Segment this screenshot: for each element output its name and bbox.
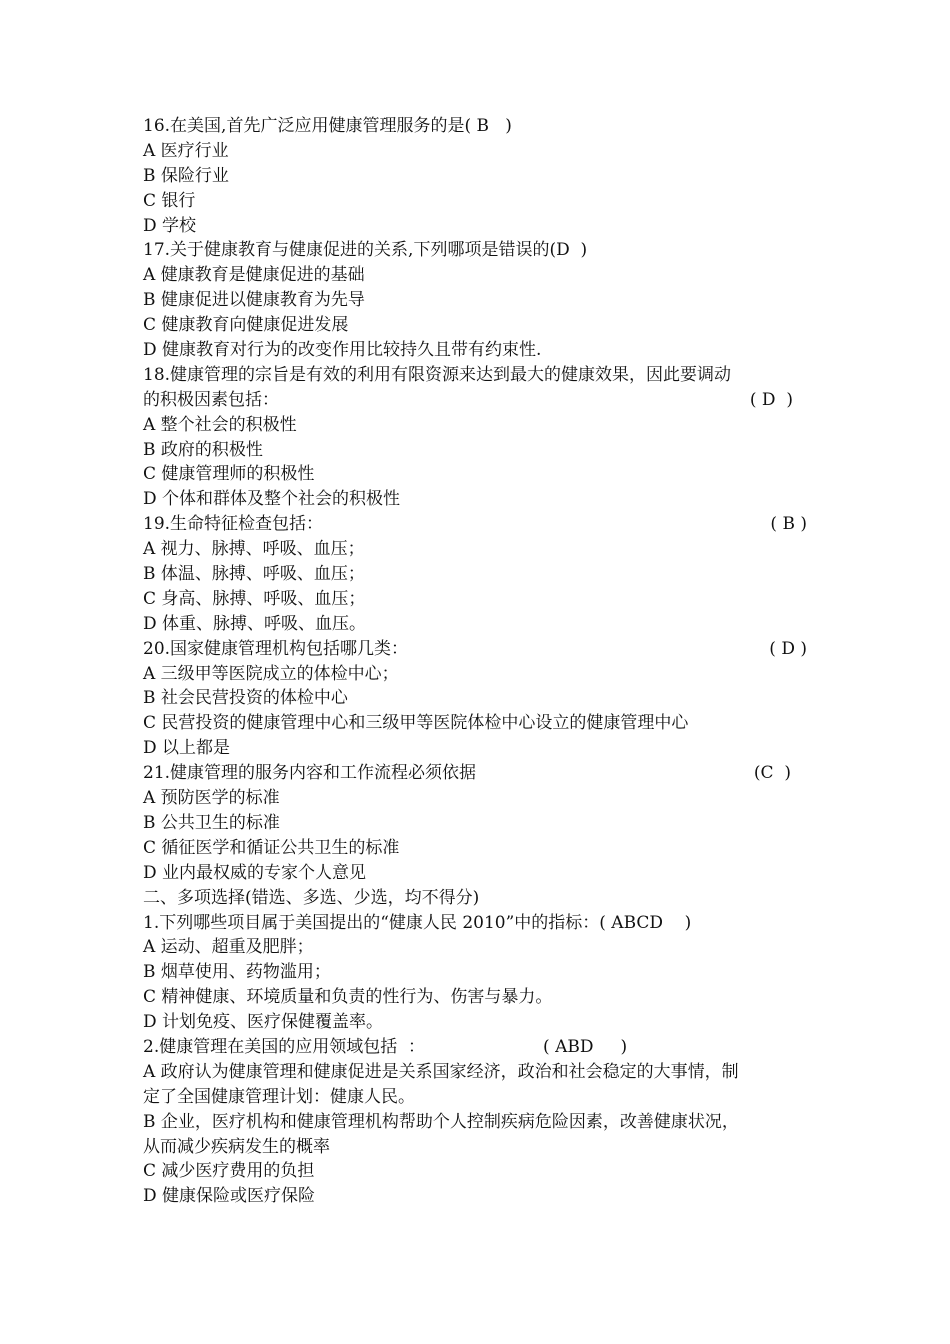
- option: D 业内最权威的专家个人意见: [143, 862, 367, 883]
- multi-question-1-stem: 1.下列哪些项目属于美国提出的“健康人民 2010”中的指标：( ABCD ): [143, 912, 692, 933]
- option: D 健康教育对行为的改变作用比较持久且带有约束性.: [143, 340, 542, 361]
- option: A 视力、脉搏、呼吸、血压；: [143, 539, 365, 560]
- multi-question-2-answer: ( ABD ): [543, 1036, 628, 1057]
- option: C 健康管理师的积极性: [143, 464, 315, 485]
- question-16-stem: 16.在美国,首先广泛应用健康管理服务的是( B ): [143, 116, 512, 136]
- option: D 计划免疫、医疗保健覆盖率。: [143, 1012, 384, 1033]
- question-21-stem: 21.健康管理的服务内容和工作流程必须依据 (C ): [143, 761, 815, 786]
- option: A 健康教育是健康促进的基础: [143, 265, 365, 286]
- option: C 减少医疗费用的负担: [143, 1161, 315, 1182]
- question-19-stem: 19.生命特征检查包括： ( B ): [143, 512, 815, 537]
- option: A 运动、超重及肥胖；: [143, 937, 314, 958]
- option-continued: 定了全国健康管理计划：健康人民。: [143, 1086, 415, 1107]
- option: B 烟草使用、药物滥用；: [143, 962, 331, 983]
- option: C 精神健康、环境质量和负责的性行为、伤害与暴力。: [143, 987, 553, 1008]
- question-18-stem-continued: 的积极因素包括： ( D ): [143, 388, 815, 413]
- option: B 体温、脉搏、呼吸、血压；: [143, 564, 365, 585]
- question-20-stem: 20.国家健康管理机构包括哪几类： ( D ): [143, 637, 815, 662]
- option: C 民营投资的健康管理中心和三级甲等医院体检中心设立的健康管理中心: [143, 713, 689, 734]
- option: A 医疗行业: [143, 140, 229, 161]
- question-18-stem: 18.健康管理的宗旨是有效的利用有限资源来达到最大的健康效果，因此要调动: [143, 364, 732, 385]
- document-page: [143, 114, 815, 1209]
- multi-question-2-stem: 2.健康管理在美国的应用领域包括 ： ( ABD ): [143, 1035, 815, 1060]
- option: D 以上都是: [143, 738, 231, 759]
- section-heading: 二、多项选择(错选、多选、少选，均不得分): [143, 887, 480, 908]
- option: B 健康促进以健康教育为先导: [143, 290, 365, 311]
- question-21-answer: (C ): [753, 763, 791, 784]
- option: A 三级甲等医院成立的体检中心；: [143, 663, 399, 684]
- option: B 公共卫生的标准: [143, 812, 280, 833]
- option: B 保险行业: [143, 165, 229, 186]
- option-continued: 从而减少疾病发生的概率: [143, 1136, 330, 1157]
- option: C 健康教育向健康促进发展: [143, 315, 349, 336]
- option: B 社会民营投资的体检中心: [143, 688, 348, 709]
- question-18-answer: ( D ): [749, 389, 793, 410]
- option: C 银行: [143, 190, 196, 211]
- option: C 循征医学和循证公共卫生的标准: [143, 837, 400, 858]
- option: C 身高、脉搏、呼吸、血压；: [143, 588, 366, 609]
- option: A 整个社会的积极性: [143, 414, 297, 435]
- option: A 政府认为健康管理和健康促进是关系国家经济，政治和社会稳定的大事情，制: [143, 1061, 739, 1082]
- option: A 预防医学的标准: [143, 788, 280, 809]
- option: D 健康保险或医疗保险: [143, 1186, 316, 1207]
- question-20-answer: ( D ): [769, 638, 807, 659]
- option: D 个体和群体及整个社会的积极性: [143, 489, 401, 510]
- option: B 企业，医疗机构和健康管理机构帮助个人控制疾病危险因素，改善健康状况，: [143, 1111, 739, 1132]
- option: B 政府的积极性: [143, 439, 263, 460]
- option: D 学校: [143, 215, 197, 236]
- option: D 体重、脉搏、呼吸、血压。: [143, 613, 367, 634]
- question-17-stem: 17.关于健康教育与健康促进的关系,下列哪项是错误的(D ): [143, 240, 588, 261]
- question-19-answer: ( B ): [770, 514, 807, 535]
- question-16-answer: B: [476, 116, 489, 136]
